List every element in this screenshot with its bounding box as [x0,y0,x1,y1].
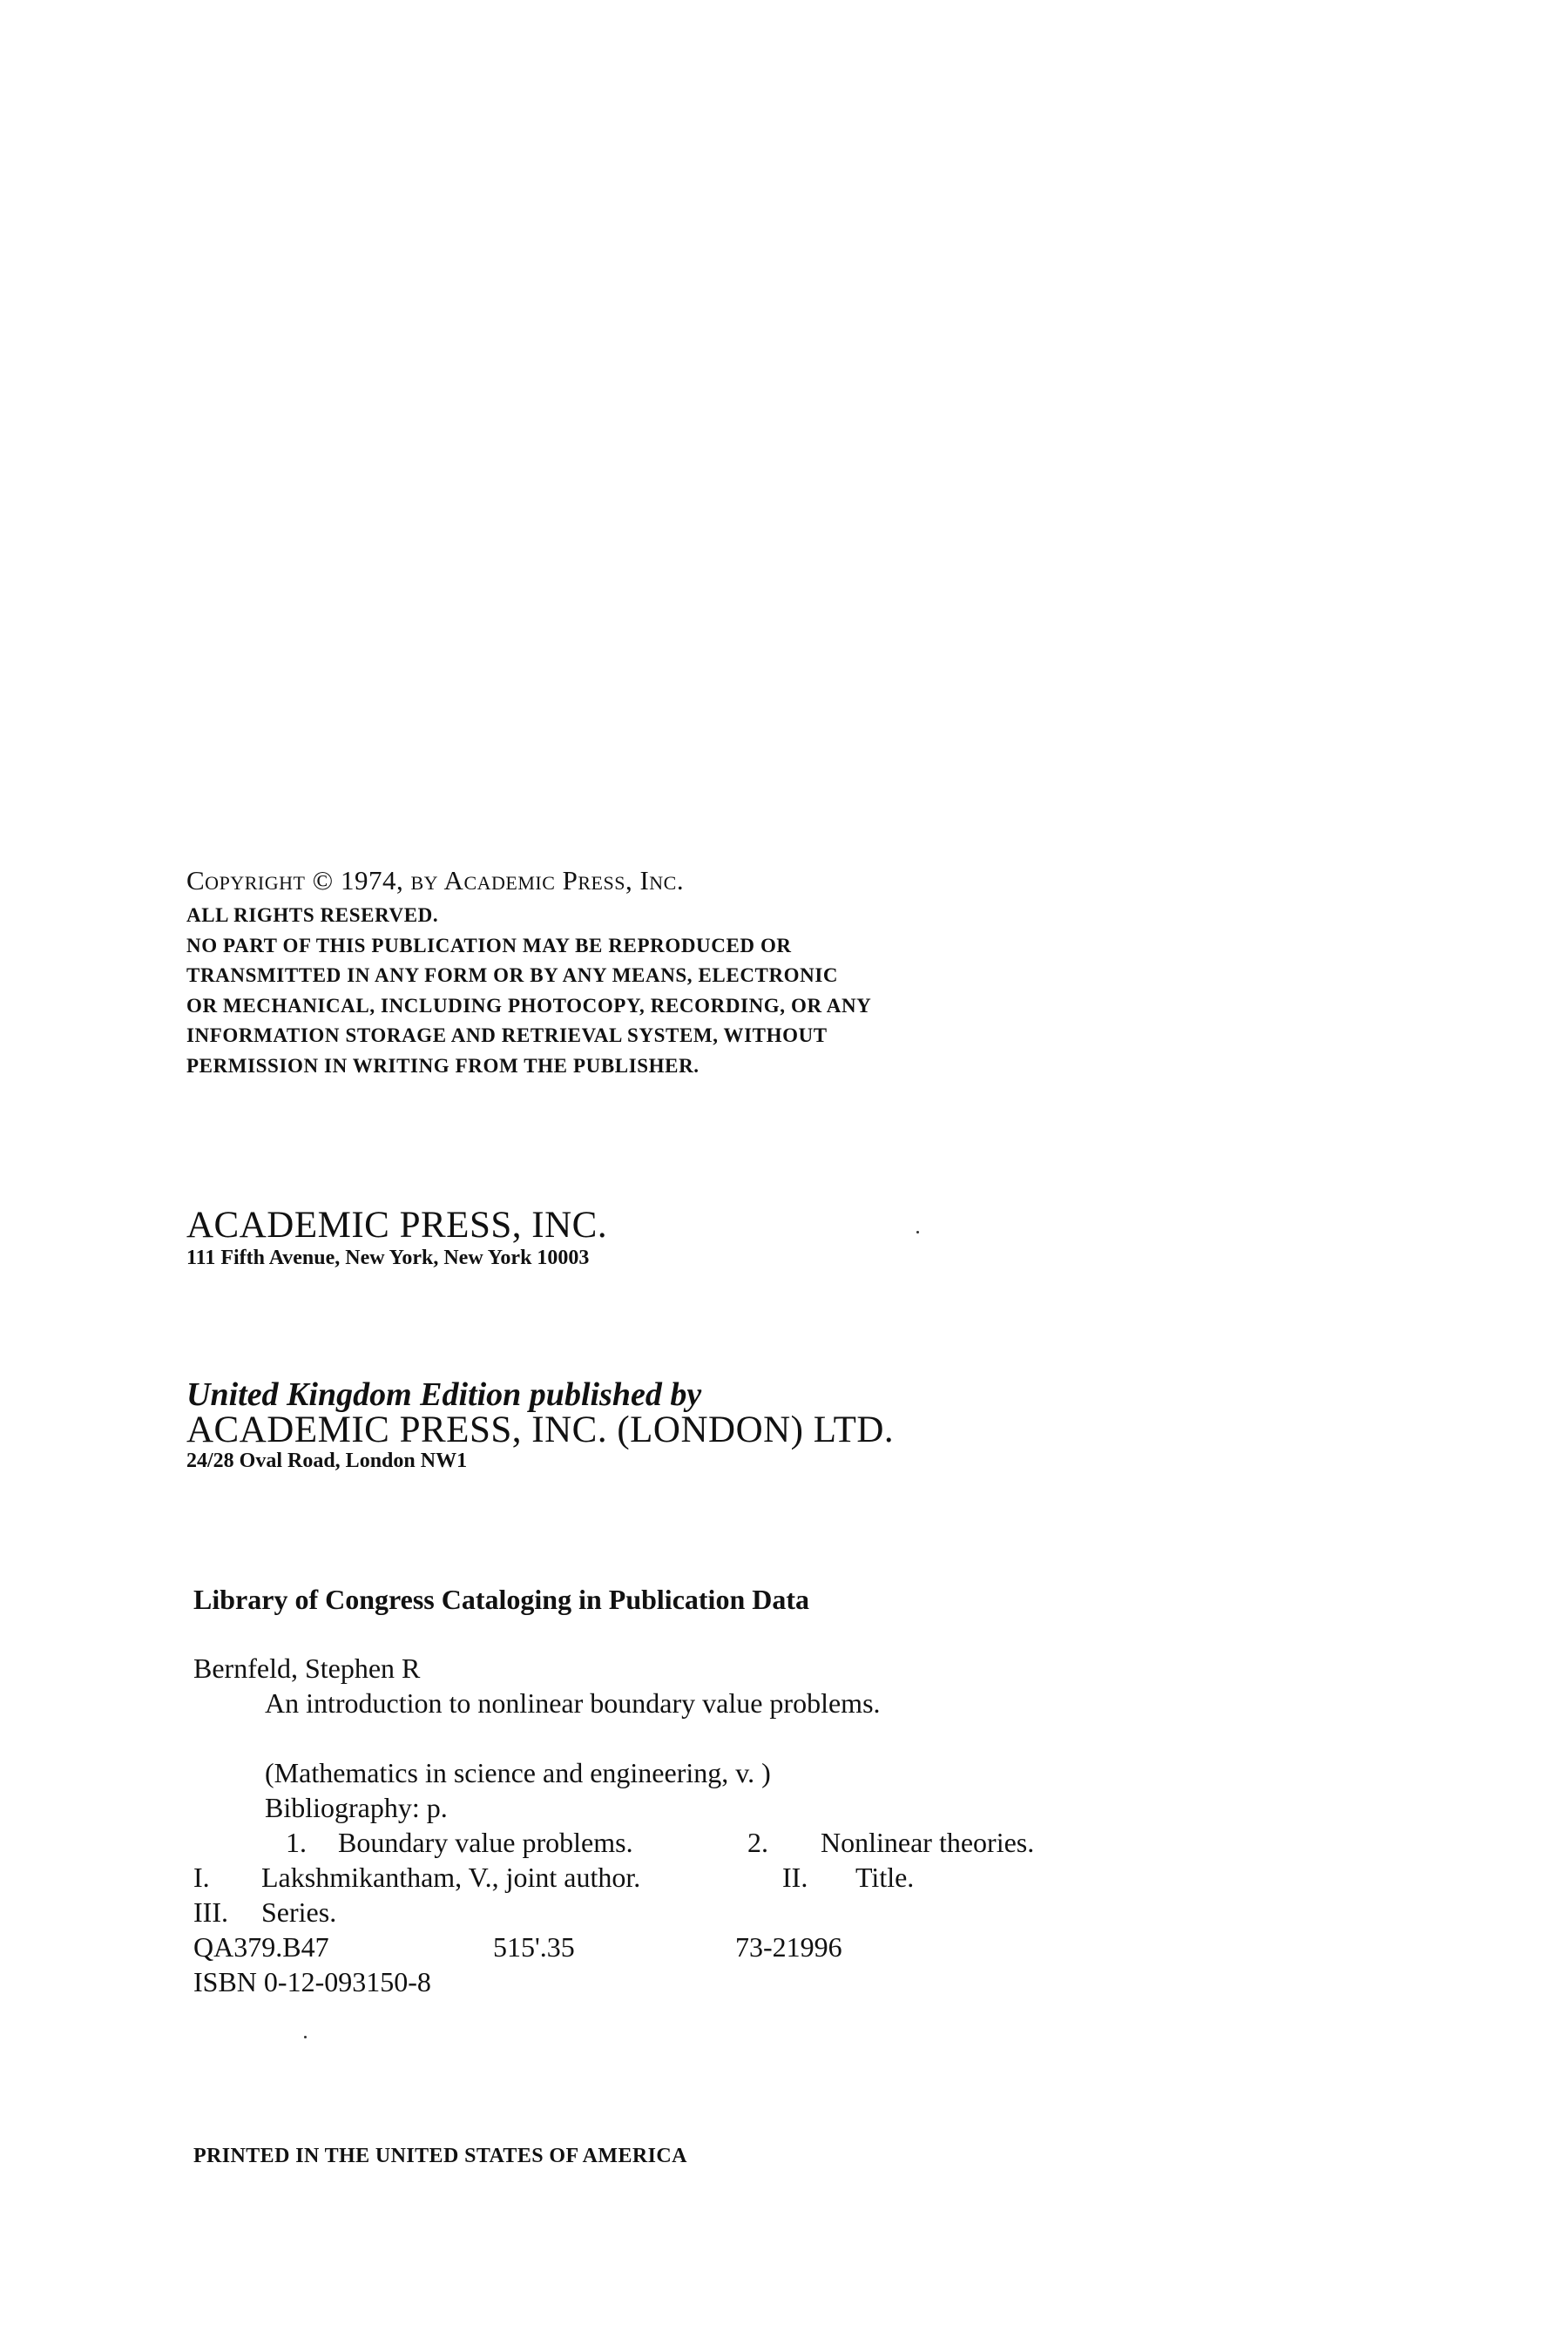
dewey-number: 515'.35 [493,1931,575,1963]
cip-isbn: ISBN 0-12-093150-8 [193,1966,431,1997]
uk-publisher-name: ACADEMIC PRESS, INC. (LONDON) LTD. [186,1409,895,1450]
copyright-notice: Copyright © 1974, by Academic Press, Inc. [186,865,685,896]
printed-in-notice: PRINTED IN THE UNITED STATES OF AMERICA [193,2145,687,2167]
cip-series-entry [193,1895,1326,1930]
cip-heading: Library of Congress Cataloging in Publication Data [193,1584,809,1615]
rights-line: PERMISSION IN WRITING FROM THE PUBLISHER. [186,1054,700,1077]
uk-edition-block [186,1376,1145,1474]
copyright-block [186,864,1058,1081]
cip-bibliography: Bibliography: p. [265,1792,448,1823]
subject-number: 2. [747,1827,768,1858]
print-speck [304,2036,307,2038]
added-entry: Lakshmikantham, V., joint author. [261,1862,641,1893]
cip-classification [193,1930,1326,1964]
cip-series-note: (Mathematics in science and engineering, v. ) [265,1757,771,1788]
cip-subjects [193,1825,1326,1860]
rights-line: OR MECHANICAL, INCLUDING PHOTOCOPY, RECORDING, OR ANY [186,994,872,1017]
subject-heading: Boundary value problems. [338,1827,633,1858]
rights-statement [186,901,1058,1081]
uk-edition-label: United Kingdom Edition published by [186,1376,702,1413]
entry-number: I. [193,1862,210,1893]
subject-number: 1. [286,1827,307,1858]
rights-line: NO PART OF THIS PUBLICATION MAY BE REPRODUCED OR [186,934,792,956]
publisher-address: 111 Fifth Avenue, New York, New York 10003 [186,1247,590,1269]
added-entry: Series. [261,1896,337,1928]
rights-line: TRANSMITTED IN ANY FORM OR BY ANY MEANS, ELECTRONIC [186,964,839,986]
publisher-block [186,1206,1058,1271]
entry-number: II. [782,1862,808,1893]
print-speck [916,1231,919,1233]
lccn: 73-21996 [735,1931,842,1963]
cip-record [193,1651,1326,1999]
rights-line: ALL RIGHTS RESERVED. [186,904,439,926]
rights-line: INFORMATION STORAGE AND RETRIEVAL SYSTEM, WITHOUT [186,1024,828,1046]
cip-author: Bernfeld, Stephen R [193,1652,421,1684]
publisher-name: ACADEMIC PRESS, INC. [186,1205,608,1246]
lc-call-number: QA379.B47 [193,1931,329,1963]
subject-heading: Nonlinear theories. [821,1827,1035,1858]
cip-title: An introduction to nonlinear boundary value problems. [265,1687,881,1719]
entry-number: III. [193,1896,228,1928]
uk-publisher-address: 24/28 Oval Road, London NW1 [186,1450,468,1472]
added-entry: Title. [855,1862,915,1893]
cip-added-entries [193,1860,1326,1895]
